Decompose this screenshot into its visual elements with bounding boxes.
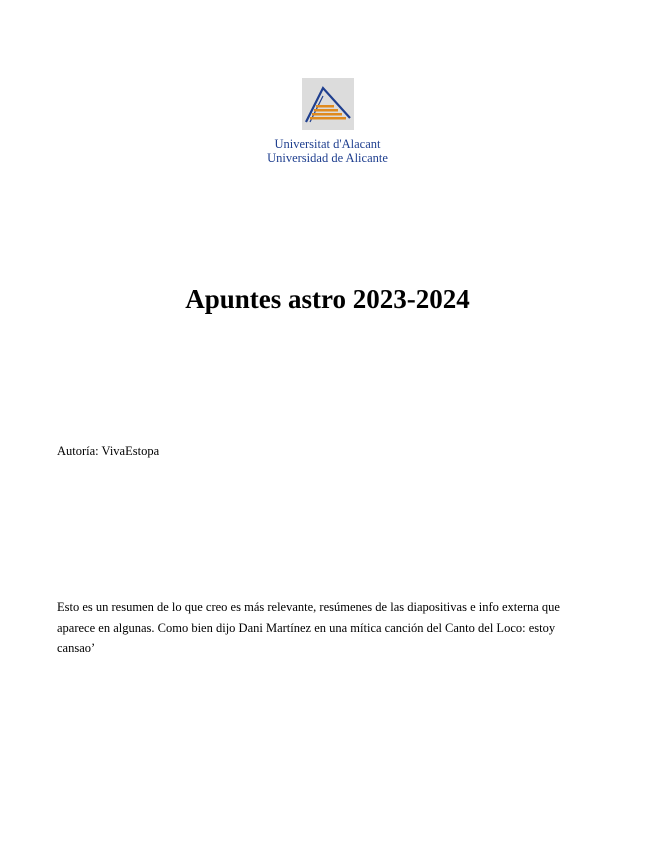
university-logo bbox=[0, 78, 655, 165]
intro-paragraph bbox=[57, 597, 597, 659]
intro-line: aparece en algunas. Como bien dijo Dani Martínez en una mítica canción del Canto del Loco: estoy bbox=[57, 620, 556, 635]
document-title: Apuntes astro 2023-2024 bbox=[185, 284, 470, 314]
university-triangle-emblem-icon bbox=[302, 78, 354, 130]
intro-line: Esto es un resumen de lo que creo es más relevante, resúmenes de las diapositivas e info externa que bbox=[57, 600, 560, 614]
author-line: Autoría: VivaEstopa bbox=[57, 444, 160, 458]
university-name-spanish: Universidad de Alicante bbox=[267, 151, 388, 165]
university-name-valencian: Universitat d'Alacant bbox=[274, 137, 381, 151]
intro-line: cansao’ bbox=[57, 641, 96, 655]
